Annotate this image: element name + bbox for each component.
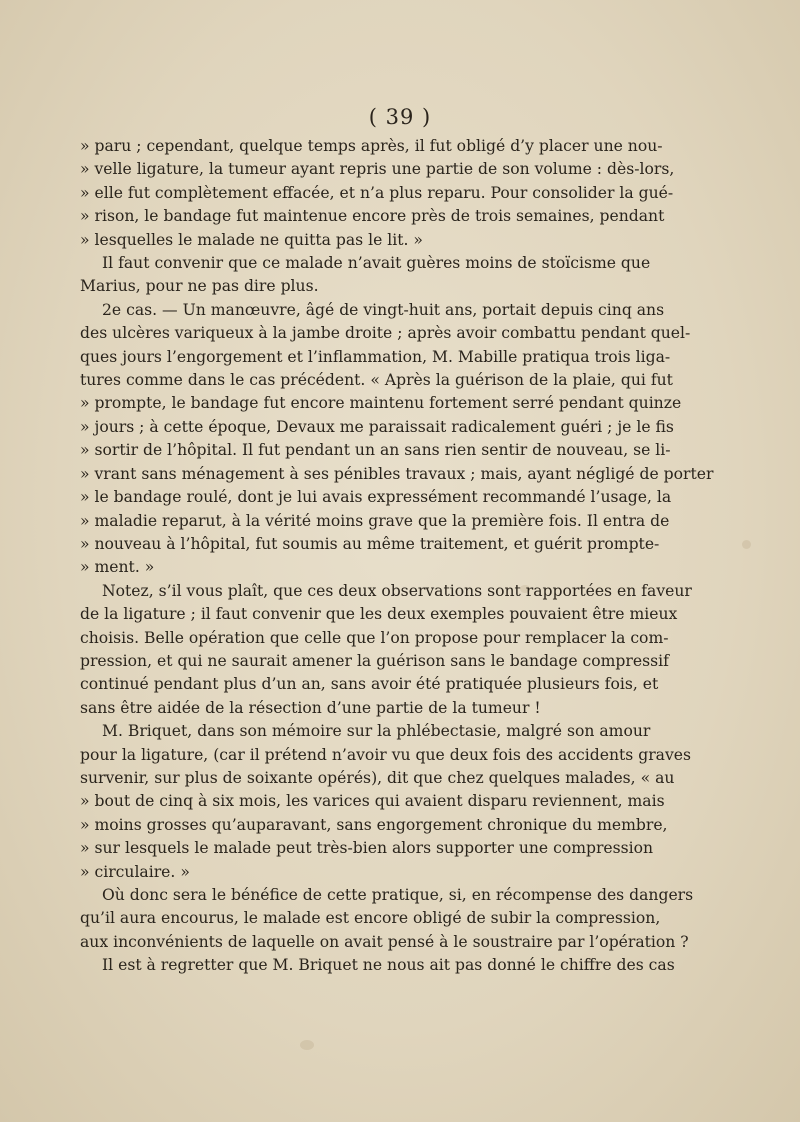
text-line: M. Briquet, dans son mémoire sur la phlébectasie, malgré son amour [102, 722, 651, 741]
page-number: ( 39 ) [368, 105, 432, 129]
text-line: » elle fut complètement effacée, et n’a plus reparu. Pour consolider la gué- [80, 183, 674, 202]
text-line: » prompte, le bandage fut encore maintenu fortement serré pendant quinze [80, 394, 682, 413]
text-line: » sur lesquels le malade peut très-bien alors supporter une compression [80, 839, 654, 858]
text-line: des ulcères variqueux à la jambe droite ; après avoir combattu pendant quel- [80, 324, 691, 343]
text-line: survenir, sur plus de soixante opérés), dit que chez quelques malades, « au [80, 768, 675, 787]
text-line: » vrant sans ménagement à ses pénibles travaux ; mais, ayant négligé de porter [80, 464, 714, 483]
text-line: pour la ligature, (car il prétend n’avoir vu que deux fois des accidents graves [80, 745, 692, 764]
text-line: » nouveau à l’hôpital, fut soumis au même traitement, et guérit prompte- [80, 534, 660, 553]
text-line: pression, et qui ne saurait amener la guérison sans le bandage compressif [80, 651, 669, 670]
text-line: de la ligature ; il faut convenir que les deux exemples pouvaient être mieux [80, 605, 678, 624]
text-line: » maladie reparut, à la vérité moins grave que la première fois. Il entra de [80, 511, 670, 530]
text-line: choisis. Belle opération que celle que l’on propose pour remplacer la com- [80, 628, 669, 647]
text-line: » moins grosses qu’auparavant, sans engorgement chronique du membre, [80, 815, 668, 834]
text-line: » jours ; à cette époque, Devaux me paraissait radicalement guéri ; je le fis [80, 417, 674, 436]
text-line: aux inconvénients de laquelle on avait pensé à le soustraire par l’opération ? [80, 932, 689, 951]
text-line: continué pendant plus d’un an, sans avoir été pratiquée plusieurs fois, et [80, 675, 659, 694]
text-line: tures comme dans le cas précédent. « Après la guérison de la plaie, qui fut [80, 371, 673, 390]
text-line: » rison, le bandage fut maintenue encore près de trois semaines, pendant [80, 207, 665, 226]
text-line: Marius, pour ne pas dire plus. [80, 277, 319, 296]
text-line: » bout de cinq à six mois, les varices qui avaient disparu reviennent, mais [80, 792, 665, 811]
text-line: » ment. » [80, 558, 155, 577]
text-line: » le bandage roulé, dont je lui avais expressément recommandé l’usage, la [80, 488, 672, 507]
text-line: » sortir de l’hôpital. Il fut pendant un an sans rien sentir de nouveau, se li- [80, 441, 671, 460]
text-line: » circulaire. » [80, 862, 190, 881]
text-line: Notez, s’il vous plaît, que ces deux observations sont rapportées en faveur [102, 581, 692, 600]
text-line: ques jours l’engorgement et l’inflammation, M. Mabille pratiqua trois liga- [80, 347, 671, 366]
text-line: qu’il aura encourus, le malade est encore obligé de subir la compression, [80, 909, 661, 928]
text-line: » paru ; cependant, quelque temps après, il fut obligé d’y placer une nou- [80, 137, 663, 155]
text-line: » lesquelles le malade ne quitta pas le lit. » [80, 230, 423, 249]
paper-stain [300, 1040, 314, 1050]
paper-stain [742, 540, 751, 549]
body-text [80, 135, 714, 978]
text-line: 2e cas. — Un manœuvre, âgé de vingt-huit ans, portait depuis cinq ans [102, 300, 665, 319]
text-line: Il est à regretter que M. Briquet ne nous ait pas donné le chiffre des cas [102, 956, 675, 975]
text-line: Où donc sera le bénéfice de cette pratique, si, en récompense des dangers [102, 886, 694, 904]
text-line: » velle ligature, la tumeur ayant repris une partie de son volume : dès-lors, [80, 160, 675, 179]
text-line: Il faut convenir que ce malade n’avait guères moins de stoïcisme que [102, 254, 651, 273]
text-line: sans être aidée de la résection d’une partie de la tumeur ! [80, 698, 541, 717]
